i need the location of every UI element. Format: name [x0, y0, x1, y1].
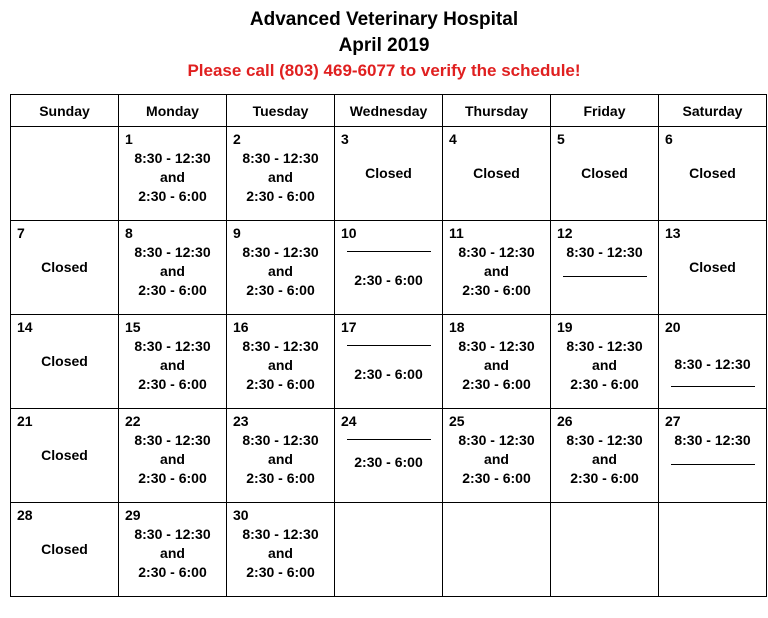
closed-label: Closed	[41, 541, 88, 557]
day-cell	[659, 315, 767, 409]
morning-hours: 8:30 - 12:30	[134, 432, 211, 448]
and-label: and	[160, 263, 185, 279]
calendar-week-row	[11, 315, 767, 409]
day-cell	[443, 127, 551, 221]
and-label: and	[268, 263, 293, 279]
closed-label: Closed	[689, 259, 736, 275]
calendar-month: April 2019	[338, 35, 430, 56]
afternoon-hours: 2:30 - 6:00	[246, 376, 315, 392]
closed-morning-line	[347, 345, 431, 346]
day-number: 7	[17, 225, 25, 241]
weekday-sunday: Sunday	[11, 95, 119, 127]
empty-day-cell	[11, 127, 119, 221]
day-cell	[551, 221, 659, 315]
morning-hours: 8:30 - 12:30	[242, 432, 319, 448]
day-number: 11	[449, 225, 464, 241]
hours-block	[551, 431, 658, 488]
day-number: 29	[125, 507, 141, 523]
morning-only-block	[551, 243, 658, 277]
afternoon-hours: 2:30 - 6:00	[138, 564, 207, 580]
day-cell	[335, 409, 443, 503]
hours-block	[119, 337, 226, 394]
afternoon-hours: 2:30 - 6:00	[462, 376, 531, 392]
and-label: and	[484, 451, 509, 467]
day-number: 5	[557, 131, 565, 147]
morning-hours: 8:30 - 12:30	[458, 244, 535, 260]
afternoon-hours: 2:30 - 6:00	[246, 470, 315, 486]
verify-notice: Please call (803) 469-6077 to verify the schedule!	[187, 61, 581, 80]
day-number: 30	[233, 507, 249, 523]
day-number: 12	[557, 225, 573, 241]
day-cell	[551, 315, 659, 409]
closed-label: Closed	[581, 165, 628, 181]
afternoon-hours: 2:30 - 6:00	[246, 282, 315, 298]
weekday-friday: Friday	[551, 95, 659, 127]
day-cell	[227, 221, 335, 315]
day-number: 27	[665, 413, 681, 429]
morning-hours: 8:30 - 12:30	[134, 338, 211, 354]
day-number: 18	[449, 319, 465, 335]
afternoon-hours: 2:30 - 6:00	[246, 564, 315, 580]
afternoon-hours: 2:30 - 6:00	[138, 188, 207, 204]
closed-label: Closed	[689, 165, 736, 181]
hours-block	[227, 525, 334, 582]
day-number: 19	[557, 319, 573, 335]
afternoon-hours: 2:30 - 6:00	[462, 282, 531, 298]
day-number: 3	[341, 131, 349, 147]
day-number: 20	[665, 319, 681, 335]
closed-morning-line	[347, 251, 431, 252]
and-label: and	[160, 357, 185, 373]
hours-block	[227, 337, 334, 394]
and-label: and	[592, 357, 617, 373]
hours-block	[119, 431, 226, 488]
calendar-week-row	[11, 409, 767, 503]
day-cell	[227, 127, 335, 221]
day-cell	[659, 409, 767, 503]
hours-block	[119, 149, 226, 206]
calendar-week-row	[11, 503, 767, 597]
afternoon-only-block	[335, 251, 442, 288]
day-cell	[335, 127, 443, 221]
morning-hours: 8:30 - 12:30	[242, 338, 319, 354]
hours-block	[119, 243, 226, 300]
day-cell	[335, 315, 443, 409]
morning-only-block	[659, 355, 766, 387]
hours-block	[227, 243, 334, 300]
morning-hours: 8:30 - 12:30	[566, 432, 643, 448]
hours-block	[119, 525, 226, 582]
morning-hours: 8:30 - 12:30	[458, 432, 535, 448]
day-cell	[443, 221, 551, 315]
day-number: 21	[17, 413, 33, 429]
afternoon-hours: 2:30 - 6:00	[462, 470, 531, 486]
day-cell	[11, 409, 119, 503]
morning-hours: 8:30 - 12:30	[134, 150, 211, 166]
closed-label: Closed	[41, 353, 88, 369]
day-number: 1	[125, 131, 133, 147]
morning-hours: 8:30 - 12:30	[242, 244, 319, 260]
morning-hours: 8:30 - 12:30	[674, 356, 751, 372]
and-label: and	[268, 545, 293, 561]
day-number: 25	[449, 413, 465, 429]
and-label: and	[160, 169, 185, 185]
day-number: 23	[233, 413, 249, 429]
morning-hours: 8:30 - 12:30	[674, 432, 751, 448]
morning-hours: 8:30 - 12:30	[566, 244, 643, 260]
day-cell	[659, 221, 767, 315]
day-number: 9	[233, 225, 241, 241]
day-cell	[551, 409, 659, 503]
weekday-thursday: Thursday	[443, 95, 551, 127]
day-number: 4	[449, 131, 457, 147]
calendar-body	[11, 127, 767, 597]
day-cell	[11, 315, 119, 409]
weekday-saturday: Saturday	[659, 95, 767, 127]
afternoon-hours: 2:30 - 6:00	[570, 376, 639, 392]
day-cell	[119, 315, 227, 409]
empty-day-cell	[443, 503, 551, 597]
day-number: 15	[125, 319, 141, 335]
afternoon-hours: 2:30 - 6:00	[138, 282, 207, 298]
day-number: 14	[17, 319, 33, 335]
closed-label: Closed	[473, 165, 520, 181]
weekday-header-row	[11, 95, 767, 127]
calendar-week-row	[11, 127, 767, 221]
day-number: 2	[233, 131, 241, 147]
morning-hours: 8:30 - 12:30	[242, 526, 319, 542]
closed-label: Closed	[41, 447, 88, 463]
afternoon-hours: 2:30 - 6:00	[354, 454, 423, 470]
day-number: 13	[665, 225, 681, 241]
morning-only-block	[659, 431, 766, 465]
afternoon-hours: 2:30 - 6:00	[354, 272, 423, 288]
day-number: 17	[341, 319, 357, 335]
day-cell	[119, 127, 227, 221]
afternoon-only-block	[335, 345, 442, 382]
afternoon-hours: 2:30 - 6:00	[138, 376, 207, 392]
day-cell	[227, 315, 335, 409]
hours-block	[227, 431, 334, 488]
day-number: 8	[125, 225, 133, 241]
hours-block	[443, 431, 550, 488]
hours-block	[227, 149, 334, 206]
hospital-name: Advanced Veterinary Hospital	[249, 9, 519, 30]
hours-block	[443, 337, 550, 394]
closed-label: Closed	[41, 259, 88, 275]
day-cell	[335, 221, 443, 315]
morning-hours: 8:30 - 12:30	[458, 338, 535, 354]
day-number: 28	[17, 507, 33, 523]
day-cell	[659, 127, 767, 221]
day-cell	[227, 503, 335, 597]
morning-hours: 8:30 - 12:30	[242, 150, 319, 166]
morning-hours: 8:30 - 12:30	[134, 526, 211, 542]
and-label: and	[268, 169, 293, 185]
and-label: and	[484, 357, 509, 373]
and-label: and	[592, 451, 617, 467]
afternoon-hours: 2:30 - 6:00	[570, 470, 639, 486]
morning-hours: 8:30 - 12:30	[566, 338, 643, 354]
day-cell	[551, 127, 659, 221]
day-number: 10	[341, 225, 357, 241]
weekday-tuesday: Tuesday	[227, 95, 335, 127]
afternoon-hours: 2:30 - 6:00	[354, 366, 423, 382]
closed-afternoon-line	[563, 276, 647, 277]
day-cell	[119, 409, 227, 503]
closed-label: Closed	[365, 165, 412, 181]
and-label: and	[484, 263, 509, 279]
weekday-wednesday: Wednesday	[335, 95, 443, 127]
morning-hours: 8:30 - 12:30	[134, 244, 211, 260]
schedule-calendar	[10, 94, 767, 597]
afternoon-only-block	[335, 439, 442, 470]
hours-block	[551, 337, 658, 394]
empty-day-cell	[335, 503, 443, 597]
day-cell	[119, 503, 227, 597]
day-number: 26	[557, 413, 573, 429]
day-cell	[11, 221, 119, 315]
day-cell	[11, 503, 119, 597]
empty-day-cell	[551, 503, 659, 597]
and-label: and	[160, 451, 185, 467]
day-cell	[443, 409, 551, 503]
empty-day-cell	[659, 503, 767, 597]
afternoon-hours: 2:30 - 6:00	[138, 470, 207, 486]
afternoon-hours: 2:30 - 6:00	[246, 188, 315, 204]
closed-morning-line	[347, 439, 431, 440]
hours-block	[443, 243, 550, 300]
calendar-week-row	[11, 221, 767, 315]
closed-afternoon-line	[671, 386, 755, 387]
and-label: and	[268, 357, 293, 373]
day-number: 22	[125, 413, 141, 429]
day-cell	[119, 221, 227, 315]
page-header	[0, 8, 768, 82]
day-cell	[443, 315, 551, 409]
and-label: and	[160, 545, 185, 561]
day-number: 16	[233, 319, 249, 335]
day-number: 6	[665, 131, 673, 147]
closed-afternoon-line	[671, 464, 755, 465]
day-number: 24	[341, 413, 357, 429]
day-cell	[227, 409, 335, 503]
weekday-monday: Monday	[119, 95, 227, 127]
and-label: and	[268, 451, 293, 467]
